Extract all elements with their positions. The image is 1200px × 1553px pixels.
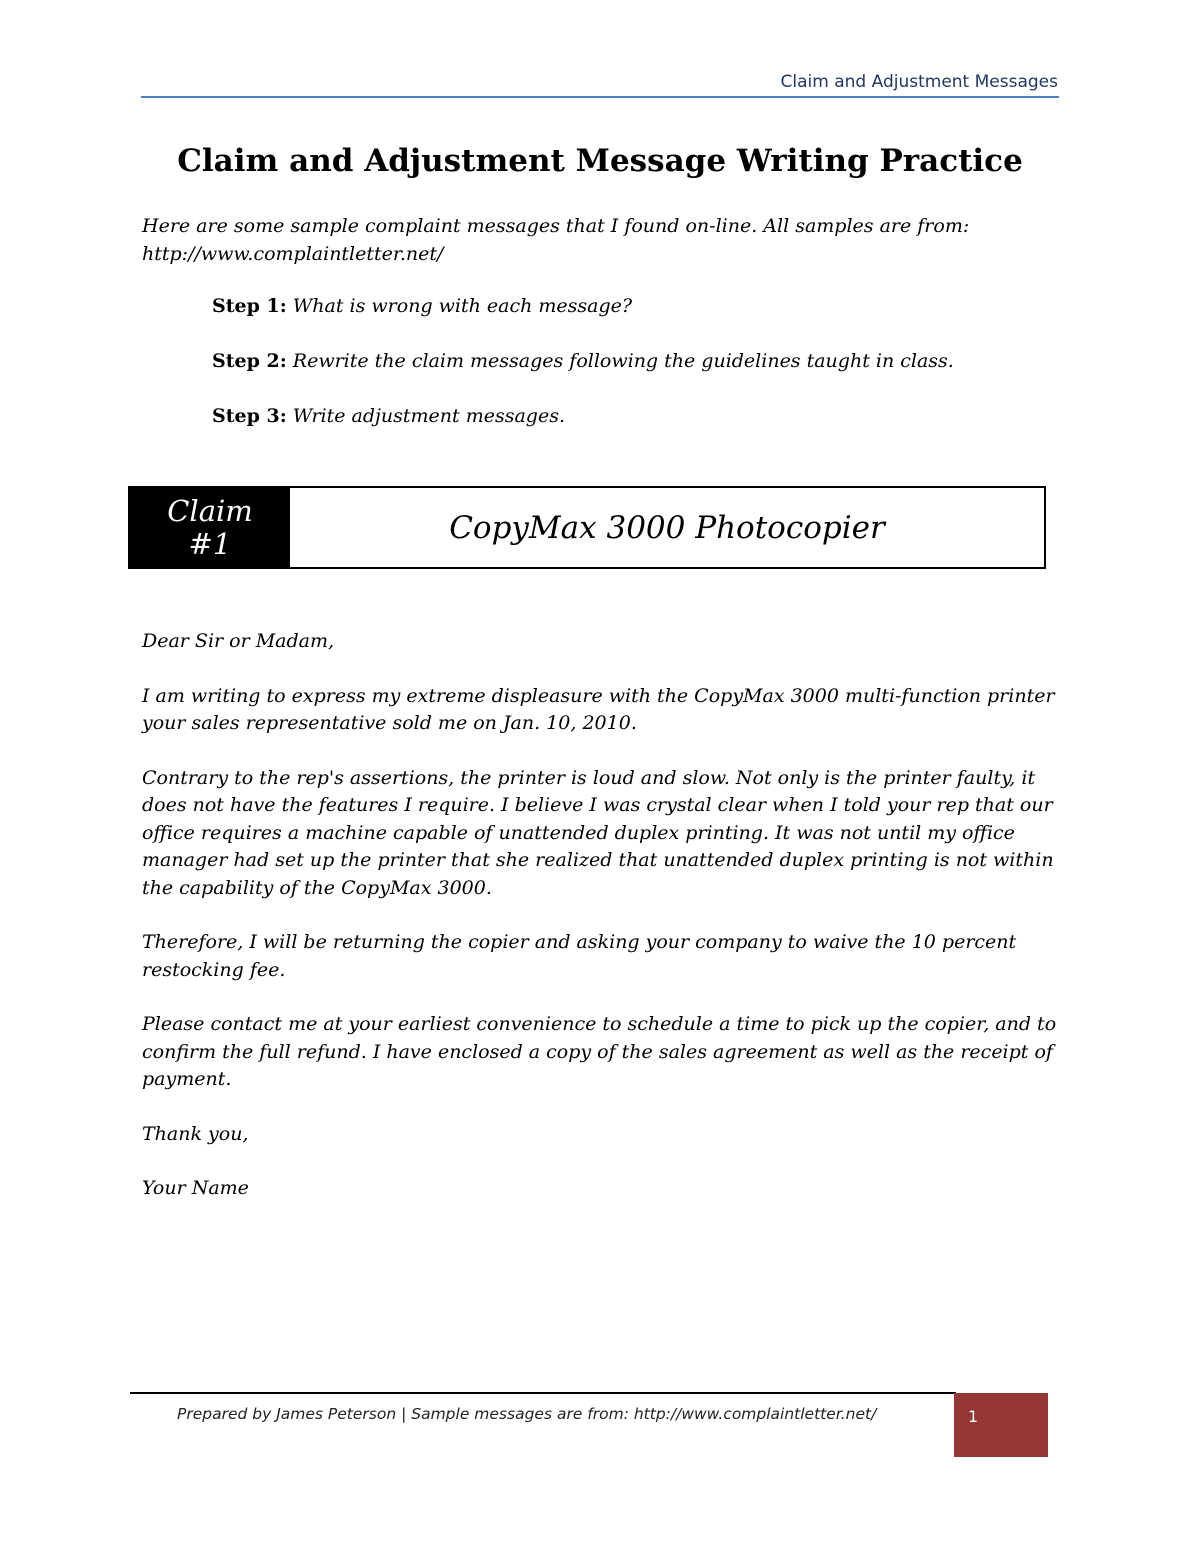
intro-source-link[interactable]: http://www.complaintletter.net/	[142, 243, 444, 265]
step-text: Rewrite the claim messages following the guidelines taught in class.	[292, 350, 954, 372]
claim-label-word: Claim	[167, 493, 253, 528]
running-header: Claim and Adjustment Messages	[780, 72, 1058, 92]
letter-paragraph: Please contact me at your earliest convenience to schedule a time to pick up the copier, and to confirm the full refund. I have enclosed a copy of the sales agreement as well as the receipt of payment.	[142, 1013, 1057, 1090]
step-text: Write adjustment messages.	[292, 405, 565, 427]
step-label: Step 3:	[212, 405, 287, 427]
step-2	[212, 350, 954, 372]
intro-paragraph	[142, 212, 1042, 268]
letter-salutation: Dear Sir or Madam,	[142, 630, 335, 652]
letter-closing: Thank you,	[142, 1122, 249, 1145]
footer-text: Prepared by James Peterson | Sample messages are from: http://www.complaintletter.net/	[177, 1405, 877, 1423]
letter-paragraph: Therefore, I will be returning the copier and asking your company to waive the 10 percent restocking fee.	[142, 931, 1017, 981]
intro-text: Here are some sample complaint messages that I found on-line. All samples are from:	[142, 215, 970, 237]
step-label: Step 1:	[212, 295, 287, 317]
page-title: Claim and Adjustment Message Writing Practice	[177, 143, 1023, 179]
letter-paragraph: I am writing to express my extreme displeasure with the CopyMax 3000 multi-function printer your sales representative sold me on Jan. 10, 2010.	[142, 684, 1055, 734]
letter-signature: Your Name	[142, 1177, 249, 1199]
step-3	[212, 405, 565, 427]
header-divider	[141, 96, 1059, 98]
step-label: Step 2:	[212, 350, 287, 372]
page-number-box	[954, 1393, 1048, 1457]
claim-product-title: CopyMax 3000 Photocopier	[449, 509, 885, 546]
step-1	[212, 295, 632, 317]
claim-banner	[128, 486, 1046, 569]
sample-letter	[142, 628, 1062, 1230]
page-number: 1	[968, 1407, 979, 1426]
claim-label-number: #1	[188, 526, 232, 561]
footer-divider	[130, 1392, 956, 1394]
step-text: What is wrong with each message?	[292, 295, 633, 317]
claim-number-label	[130, 488, 290, 567]
letter-paragraph: Contrary to the rep's assertions, the printer is loud and slow. Not only is the printer faulty, it does not have the features I require. I believe I was crystal clear when I told your rep that our office requires a machine capable of unattended duplex printing. It was not until my office manager had set up the printer that she realized that unattended duplex printing is not within the capability of the CopyMax 3000.	[142, 766, 1054, 899]
